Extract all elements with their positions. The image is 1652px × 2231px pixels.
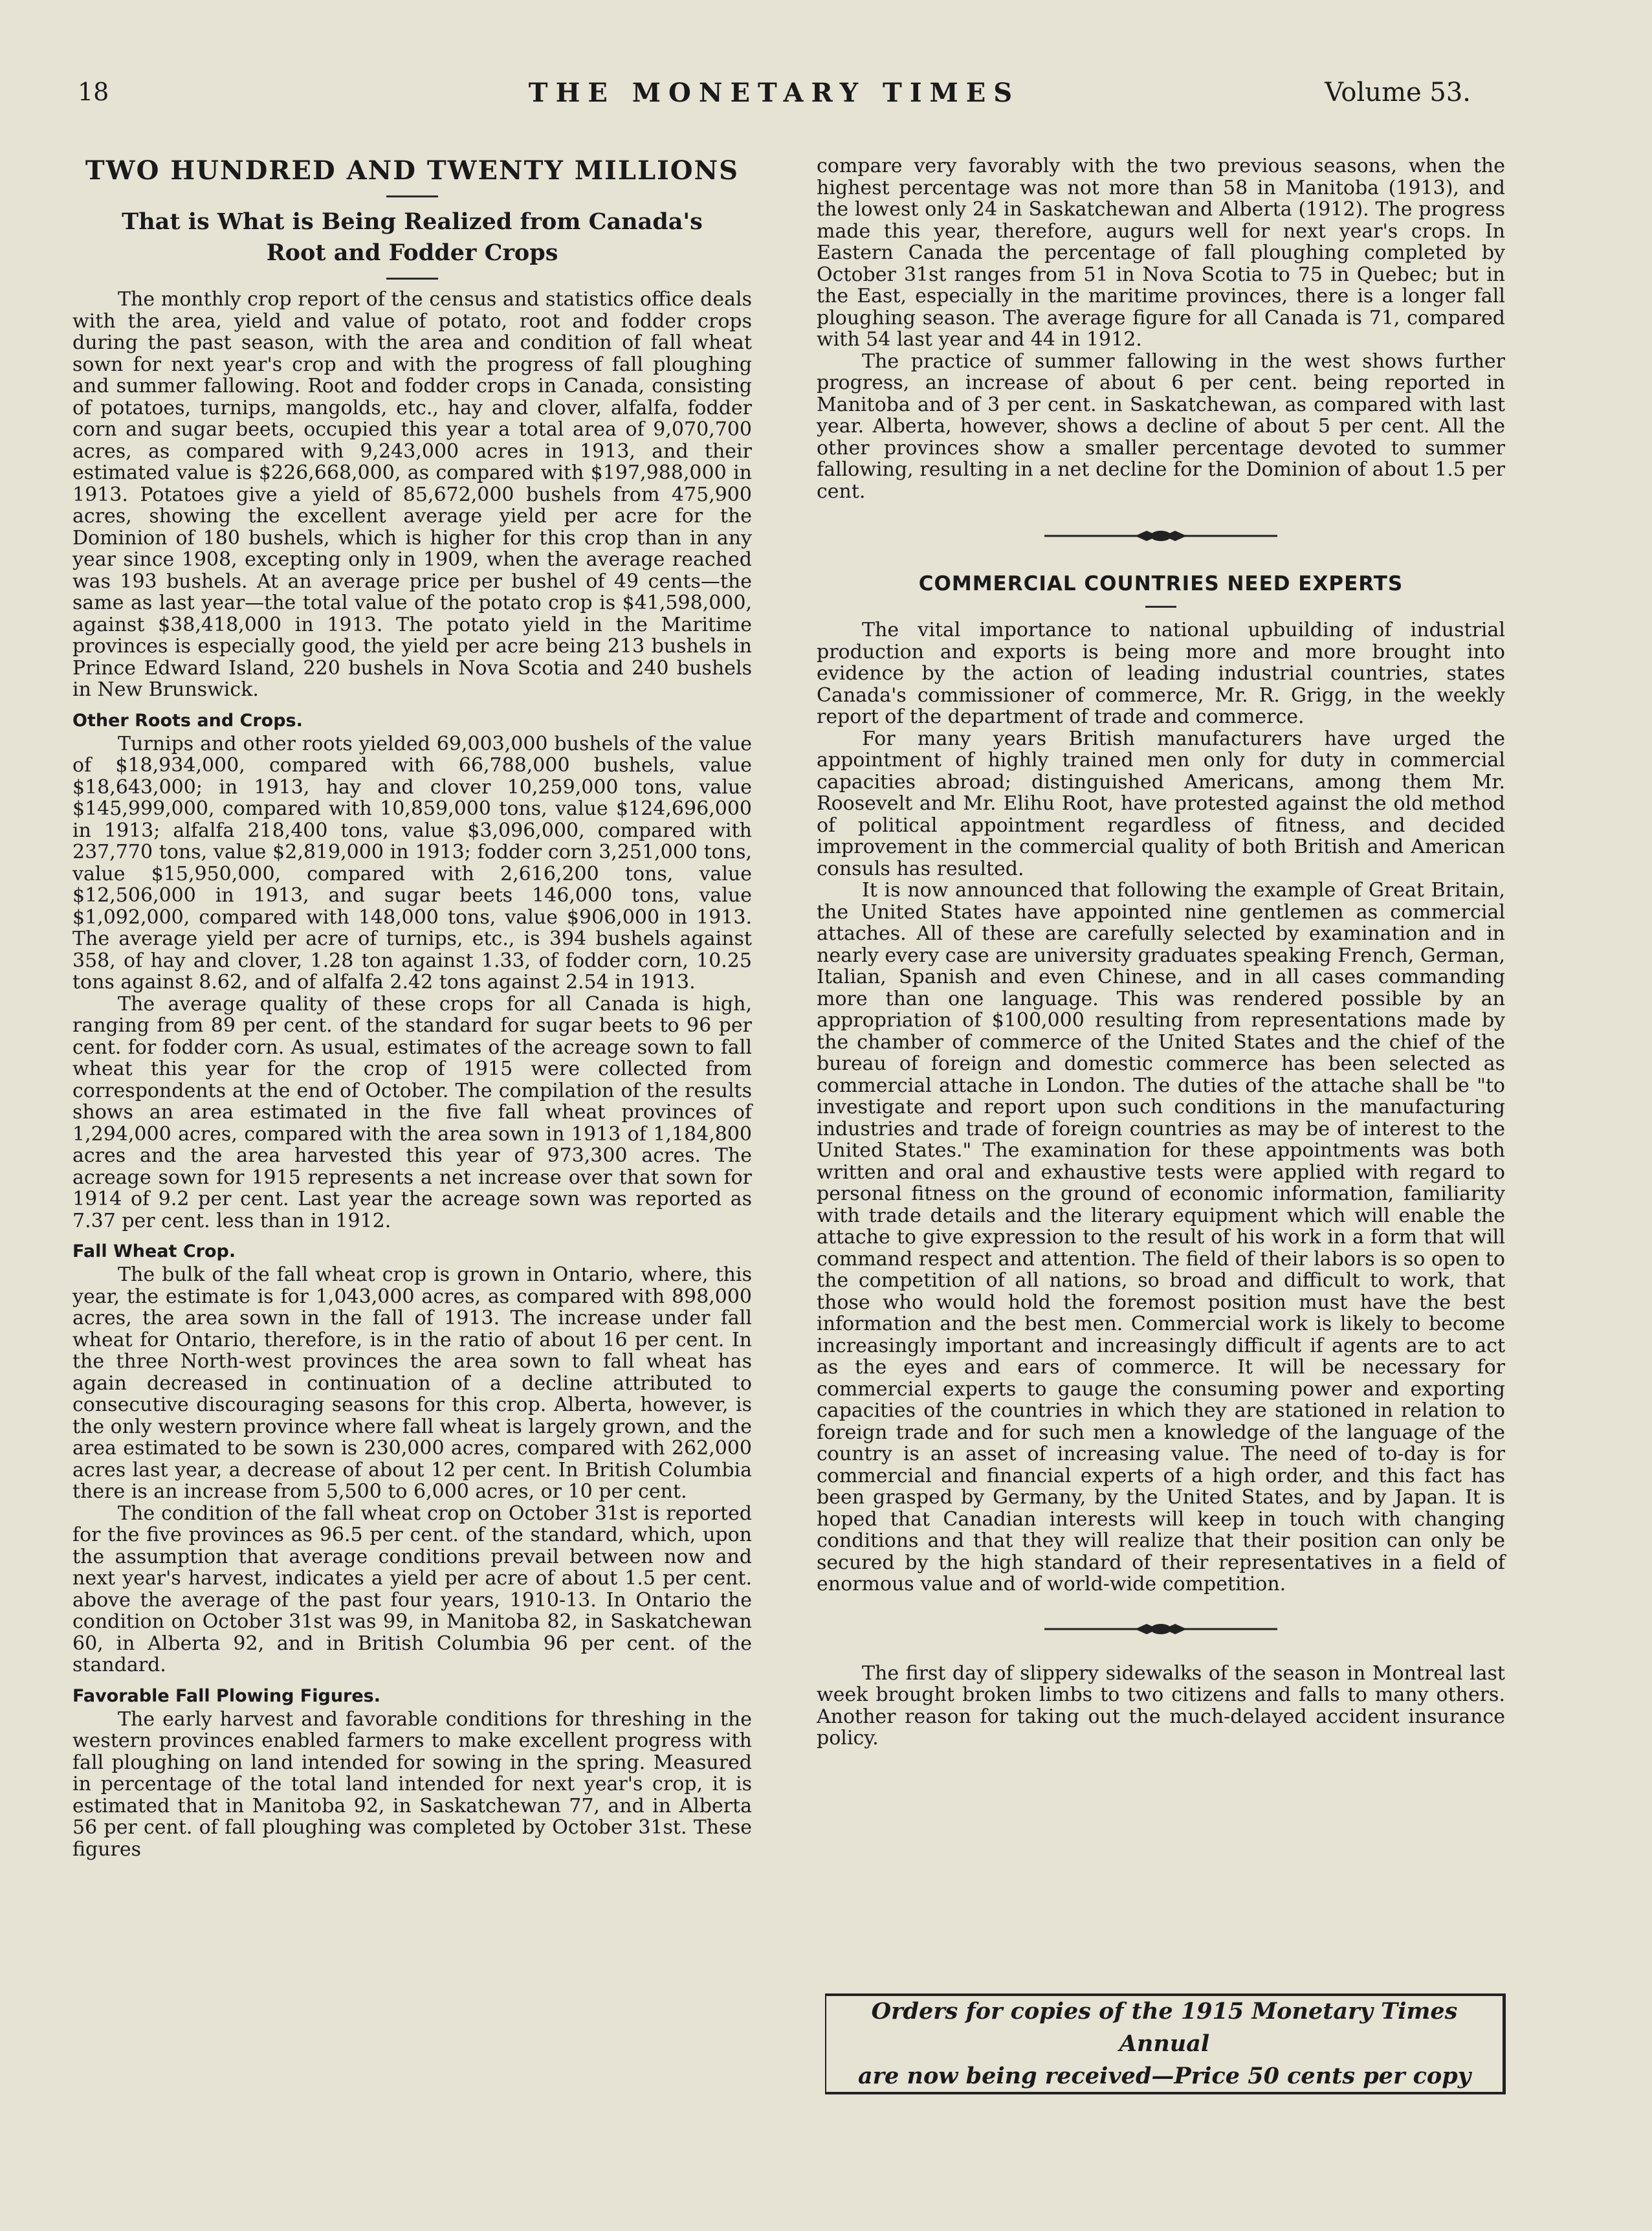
section-heading-fall-wheat: Fall Wheat Crop. bbox=[72, 1241, 236, 1261]
paragraph: Turnips and other roots yielded 69,003,000 bushels of the value of $18,934,000, compared with 66,788,000 bushels, value $18,643,000; in 1913, hay and clover 10,259,000 tons, value $145,999,000, compared with 10,859,000 tons, value $124,696,000 in 1913; alfalfa 218,400 tons, value $3,096,000, compared with 237,770 tons, value $2,819,000 in 1913; fodder corn 3,251,000 tons, value $15,950,000, compared with 2,616,200 tons, value $12,506,000 in 1913, and sugar beets 146,000 tons, value $1,092,000, compared with 148,000 tons, value $906,000 in 1913. The average yield per acre of turnips, etc., is 394 bushels against 358, of hay and clover, 1.28 ton against 1.33, of fodder corn, 10.25 tons against 8.62, and of alfalfa 2.42 tons against 2.54 in 1913. bbox=[72, 732, 752, 993]
paragraph: The average quality of these crops for all Canada is high, ranging from 89 per cent. of the standard for sugar beets to 96 per cent. for fodder corn. As usual, estimates of the acreage sown to fall wheat this year for the crop of 1915 were collected from correspondents at the end of October. The compilation of the results shows an area estimated in the five fall wheat provinces of 1,294,000 acres, compared with the area sown in 1913 of 1,184,800 acres and the area harvested this year of 973,300 acres. The acreage sown for 1915 represents a net increase over that sown for 1914 of 9.2 per cent. Last year the acreage sown was reported as 7.37 per cent. less than in 1912. bbox=[72, 992, 752, 1232]
volume-label: Volume 53. bbox=[1325, 78, 1471, 107]
intro-paragraph: The monthly crop report of the census and statistics office deals with the area, yield and value of potato, root and fodder crops during the past season, with the area and condition of fall wheat sown for next year's crop and with the progress of fall ploughing and summer fallowing. Root and fodder crops in Canada, consisting of potatoes, turnips, mangolds, etc., hay and clover, alfalfa, fodder corn and sugar beets, occupied this year a total area of 9,070,700 acres, as compared with 9,243,000 acres in 1913, and their estimated value is $226,668,000, as compared with $197,988,000 in 1913. Potatoes give a yield of 85,672,000 bushels from 475,900 acres, showing the excellent average yield per acre for the Dominion of 180 bushels, which is higher for this crop than in any year since 1908, excepting only in 1909, when the average reached was 193 bushels. At an average price per bushel of 49 cents—the same as last year—the total value of the potato crop is $41,598,000, against $38,418,000 in 1913. The potato yield in the Maritime provinces is especially good, the yield per acre being 213 bushels in Prince Edward Island, 220 bushels in Nova Scotia and 240 bushels in New Brunswick. bbox=[72, 288, 752, 701]
paragraph: The practice of summer fallowing in the west shows further progress, an increase of about 6 per cent. being reported in Manitoba and of 3 per cent. in Saskatchewan, as compared with last year. Alberta, however, shows a decline of about 5 per cent. All the other provinces show a smaller percentage devoted to summer fallowing, resulting in a net decline for the Dominion of about 1.5 per cent. bbox=[817, 350, 1505, 503]
subheadline-rule bbox=[386, 278, 438, 280]
headline-rule bbox=[1145, 606, 1176, 608]
paragraph: The vital importance to national upbuilding of industrial production and exports is being more and more brought into evidence by the action of leading industrial countries, states Canada's commissioner of commerce, Mr. R. Grigg, in the weekly report of the department of trade and commerce. bbox=[817, 619, 1505, 728]
headline-rule bbox=[386, 195, 438, 197]
section-heading-fall-plowing: Favorable Fall Plowing Figures. bbox=[72, 1685, 380, 1706]
left-column bbox=[72, 155, 752, 1860]
ornament-divider-icon bbox=[1044, 528, 1277, 544]
page-number: 18 bbox=[78, 78, 109, 106]
section-heading-other-roots: Other Roots and Crops. bbox=[72, 710, 303, 731]
publication-title: THE MONETARY TIMES bbox=[528, 78, 1020, 108]
article-headline-commercial: COMMERCIAL COUNTRIES NEED EXPERTS bbox=[918, 572, 1404, 595]
article-subheadline: That is What is Being Realized from Canada's Root and Fodder Crops bbox=[122, 208, 703, 266]
paragraph: For many years British manufacturers have urged the appointment of highly trained men only for duty in commercial capacities abroad; distinguished Americans, among them Mr. Roosevelt and Mr. Elihu Root, have protested against the old method of political appointment regardless of fitness, and decided improvement in the commercial quality of both British and American consuls has resulted. bbox=[817, 727, 1505, 880]
news-item-paragraph: The first day of slippery sidewalks of the season in Montreal last week brought broken limbs to two citizens and falls to many others. Another reason for taking out the much-delayed accident insurance policy. bbox=[817, 1661, 1505, 1749]
paragraph: The condition of the fall wheat crop on October 31st is reported for the five provinces as 96.5 per cent. of the standard, which, upon the assumption that average conditions prevail between now and next year's harvest, indicates a yield per acre of about 1.5 per cent. above the average of the past four years, 1910-13. In Ontario the condition on October 31st was 99, in Manitoba 82, in Saskatchewan 60, in Alberta 92, and in British Columbia 96 per cent. of the standard. bbox=[72, 1502, 752, 1676]
ornament-divider-icon bbox=[1044, 1621, 1277, 1637]
running-header bbox=[78, 78, 1471, 117]
article-headline: TWO HUNDRED AND TWENTY MILLIONS bbox=[85, 155, 740, 186]
notice-line-2: are now being received—Price 50 cents per copy bbox=[857, 2063, 1471, 2089]
paragraph: The early harvest and favorable conditions for threshing in the western provinces enabled farmers to make excellent progress with fall ploughing on land intended for sowing in the spring. Measured in percentage of the total land intended for next year's crop, it is estimated that in Manitoba 92, in Saskatchewan 77, and in Alberta 56 per cent. of fall ploughing was completed by October 31st. These figures bbox=[72, 1707, 752, 1861]
right-column bbox=[817, 155, 1505, 1749]
paragraph: It is now announced that following the example of Great Britain, the United States have appointed nine gentlemen as commercial attaches. All of these are carefully selected by examination and in nearly every case are university graduates speaking French, German, Italian, Spanish and even Chinese, and in all cases commanding more than one language. This was rendered possible by an appropriation of $100,000 resulting from representations made by the chamber of commerce of the United States and the chief of the bureau of foreign and domestic commerce has been selected as commercial attache in London. The duties of the attache shall be "to investigate and report upon such conditions in the manufacturing industries and trade of foreign countries as may be of interest to the United States." The examination for these appointments was both written and oral and exhaustive tests were applied with regard to personal fitness on the ground of economic information, familiarity with trade details and the literary equipment which will enable the attache to give expression to the result of his work in a form that will command respect and attention. The field of their labors is so open to the competition of all nations, so broad and difficult to work, that those who would hold the foremost position must have the best information and the best men. Commercial work is likely to become increasingly important and increasingly difficult if agents are to act as the eyes and ears of commerce. It will be necessary for commercial experts to gauge the consuming power and exporting capacities of the countries in which they are stationed in relation to foreign trade and for such men a knowledge of the language of the country is an asset of increasing value. The need of to-day is for commercial and financial experts of a high order, and this fact has been grasped by Germany, by the United States, and by Japan. It is hoped that Canadian interests will keep in touch with changing conditions and that they will realize that their position can only be secured by the high standard of their representatives in a field of enormous value and of world-wide competition. bbox=[817, 879, 1505, 1595]
annual-order-notice bbox=[825, 1993, 1506, 2094]
paragraph: The bulk of the fall wheat crop is grown in Ontario, where, this year, the estimate is for 1,043,000 acres, as compared with 898,000 acres, the area sown in the fall of 1913. The increase under fall wheat for Ontario, therefore, is in the ratio of about 16 per cent. In the three North-west provinces the area sown to fall wheat has again decreased in continuation of a decline attributed to consecutive discouraging seasons for this crop. Alberta, however, is the only western province where fall wheat is largely grown, and the area estimated to be sown is 230,000 acres, compared with 262,000 acres last year, a decrease of about 12 per cent. In British Columbia there is an increase from 5,500 to 6,000 acres, or 10 per cent. bbox=[72, 1263, 752, 1503]
notice-line-1: Orders for copies of the 1915 Monetary Times Annual bbox=[871, 1998, 1458, 2057]
continued-paragraph: compare very favorably with the two previous seasons, when the highest percentage was not more than 58 in Manitoba (1913), and the lowest only 24 in Saskatchewan and Alberta (1912). The progress made this year, therefore, augurs well for next year's crops. In Eastern Canada the percentage of fall ploughing completed by October 31st ranges from 51 in Nova Scotia to 75 in Quebec; but in the East, especially in the maritime provinces, there is a longer fall ploughing season. The average figure for all Canada is 71, compared with 54 last year and 44 in 1912. bbox=[817, 155, 1505, 351]
